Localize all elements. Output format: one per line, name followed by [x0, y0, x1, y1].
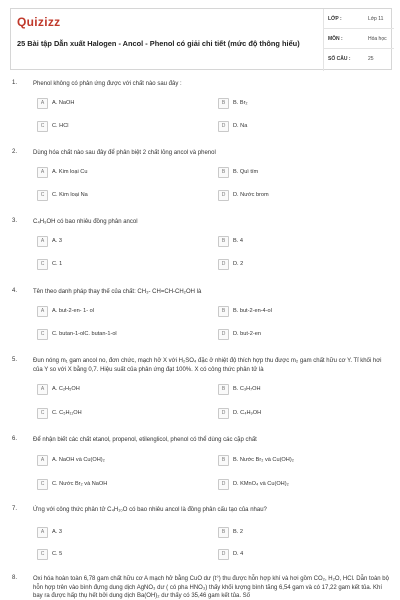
option-letter: B	[218, 98, 229, 109]
option-c[interactable]	[37, 259, 197, 271]
meta-key: SỐ CÂU :	[328, 56, 351, 62]
option-a[interactable]	[37, 527, 197, 539]
option-text: D. Na	[233, 123, 248, 129]
option-a[interactable]	[37, 306, 197, 318]
question-text: Oxi hóa hoàn toàn 6,78 gam chất hữu cơ A mạch hở bằng CuO dư (t°) thu được hỗn hợp khí và hơi gồm CO₂, H₂O, HCl. Dẫn toàn bộ hỗn hợp trên vào bình đựng dung dịch AgNO₃ dư ( có pha HNO₃) thấy khối lượng bình tăng 6,54 gam và có 17,22 gam kết tủa. Khí bay ra được hấp thụ hết bởi dung dịch Ba(OH)₂ dư thấy có 35,46 gam kết tủa. Số	[33, 576, 389, 599]
option-text: A. 3	[52, 529, 62, 535]
option-letter: B	[218, 384, 229, 395]
question-number: 2.	[12, 149, 18, 155]
option-letter: D	[218, 408, 229, 419]
option-text: A. NaOH	[52, 100, 75, 106]
option-text: B. Br₂	[233, 100, 248, 106]
option-c[interactable]	[37, 190, 197, 202]
meta-value: Hóa học	[368, 36, 387, 42]
option-a[interactable]	[37, 98, 197, 110]
option-letter: D	[218, 121, 229, 132]
option-c[interactable]	[37, 549, 197, 561]
question-number: 3.	[12, 218, 18, 224]
question-number: 5.	[12, 357, 18, 363]
question-number: 1.	[12, 80, 18, 86]
option-letter: B	[218, 527, 229, 538]
option-text: C. 1	[52, 261, 63, 267]
option-c[interactable]	[37, 408, 197, 420]
option-letter: D	[218, 190, 229, 201]
option-d[interactable]	[218, 549, 378, 561]
option-letter: A	[37, 455, 48, 466]
option-d[interactable]	[218, 329, 378, 341]
worksheet-title: 25 Bài tập Dẫn xuất Halogen - Ancol - Phenol có giải chi tiết (mức độ thông hiểu)	[17, 39, 300, 48]
option-b[interactable]	[218, 236, 378, 248]
question-text: Để nhận biết các chất etanol, propenol, etilenglicol, phenol có thể dùng các cặp chất	[33, 437, 257, 443]
option-letter: A	[37, 527, 48, 538]
option-text: D. KMnO₄ và Cu(OH)₂	[233, 481, 289, 487]
option-letter: C	[37, 121, 48, 132]
meta-row-count	[324, 49, 394, 69]
option-text: B. but-2-en-4-ol	[233, 308, 272, 314]
option-a[interactable]	[37, 384, 197, 396]
option-text: A. C₂H₅OH	[52, 386, 80, 392]
question-text: Đun nóng m₁ gam ancol no, đơn chức, mạch hở X với H₂SO₄ đặc ở nhiệt độ thích hợp thu được m₂ gam chất hữu cơ Y. Tỉ khối hơi của Y so với X bằng 0,7. Hiệu suất của phản ứng đạt 100%. X có công thức phân tử là	[33, 358, 382, 373]
quizizz-logo: Quizizz	[17, 15, 61, 29]
question-text: Dùng hóa chất nào sau đây để phân biệt 2 chất lỏng ancol và phenol	[33, 150, 216, 156]
question-number: 8.	[12, 575, 18, 581]
option-text: D. but-2-en	[233, 331, 261, 337]
option-a[interactable]	[37, 236, 197, 248]
option-letter: B	[218, 306, 229, 317]
option-text: A. NaOH và Cu(OH)₂	[52, 457, 105, 463]
option-letter: D	[218, 549, 229, 560]
option-text: D. 4	[233, 551, 244, 557]
option-text: D. 2	[233, 261, 244, 267]
question-text: C₄H₉OH có bao nhiêu đồng phân ancol	[33, 219, 138, 225]
option-letter: C	[37, 408, 48, 419]
option-letter: B	[218, 455, 229, 466]
option-text: A. Kim loại Cu	[52, 169, 88, 175]
option-d[interactable]	[218, 190, 378, 202]
option-text: C. 5	[52, 551, 63, 557]
option-text: D. Nước brom	[233, 192, 269, 198]
option-letter: C	[37, 329, 48, 340]
question-number: 6.	[12, 436, 18, 442]
option-text: B. C₃H₇OH	[233, 386, 261, 392]
option-d[interactable]	[218, 259, 378, 271]
option-a[interactable]	[37, 167, 197, 179]
option-letter: A	[37, 167, 48, 178]
option-text: C. Kim loại Na	[52, 192, 88, 198]
option-text: A. 3	[52, 238, 62, 244]
option-text: C. C₅H₁₁OH	[52, 410, 82, 416]
option-letter: A	[37, 98, 48, 109]
option-d[interactable]	[218, 121, 378, 133]
question-text: Phenol không có phản ứng được với chất nào sau đây :	[33, 81, 182, 87]
option-text: B. Nước Br₂ và Cu(OH)₂	[233, 457, 294, 463]
option-d[interactable]	[218, 479, 378, 491]
option-text: B. 2	[233, 529, 243, 535]
option-letter: D	[218, 329, 229, 340]
question-number: 7.	[12, 506, 18, 512]
meta-key: MÔN :	[328, 36, 343, 42]
option-letter: A	[37, 384, 48, 395]
option-text: B. 4	[233, 238, 243, 244]
option-letter: A	[37, 306, 48, 317]
option-letter: C	[37, 190, 48, 201]
option-text: A. but-2-en- 1- ol	[52, 308, 94, 314]
option-c[interactable]	[37, 329, 197, 341]
option-letter: B	[218, 236, 229, 247]
option-b[interactable]	[218, 98, 378, 110]
meta-value: 25	[368, 56, 374, 62]
question-number: 4.	[12, 288, 18, 294]
option-letter: D	[218, 479, 229, 490]
worksheet-header	[10, 8, 392, 70]
option-b[interactable]	[218, 306, 378, 318]
option-b[interactable]	[218, 455, 378, 467]
meta-key: LỚP :	[328, 16, 342, 22]
option-letter: D	[218, 259, 229, 270]
option-c[interactable]	[37, 479, 197, 491]
option-text: C. Nước Br₂ và NaOH	[52, 481, 108, 487]
option-text: D. C₄H₉OH	[233, 410, 262, 416]
option-text: B. Quì tím	[233, 169, 259, 175]
option-b[interactable]	[218, 384, 378, 396]
meta-value: Lớp 11	[368, 16, 384, 22]
meta-row-subject	[324, 29, 394, 49]
option-c[interactable]	[37, 121, 197, 133]
option-b[interactable]	[218, 167, 378, 179]
question-text: Tên theo danh pháp thay thế của chất: CH₃- CH=CH-CH₂OH là	[33, 289, 202, 295]
option-a[interactable]	[37, 455, 197, 467]
option-text: C. butan-1-olC. butan-1-ol	[52, 331, 117, 337]
option-letter: C	[37, 549, 48, 560]
option-letter: A	[37, 236, 48, 247]
option-b[interactable]	[218, 527, 378, 539]
option-letter: B	[218, 167, 229, 178]
option-d[interactable]	[218, 408, 378, 420]
question-text: Ứng với công thức phân tử C₄H₁₀O có bao nhiêu ancol là đồng phân cấu tạo của nhau?	[33, 507, 267, 513]
option-letter: C	[37, 479, 48, 490]
option-letter: C	[37, 259, 48, 270]
worksheet-meta	[323, 9, 393, 71]
meta-row-grade	[324, 9, 394, 29]
option-text: C. HCl	[52, 123, 69, 129]
